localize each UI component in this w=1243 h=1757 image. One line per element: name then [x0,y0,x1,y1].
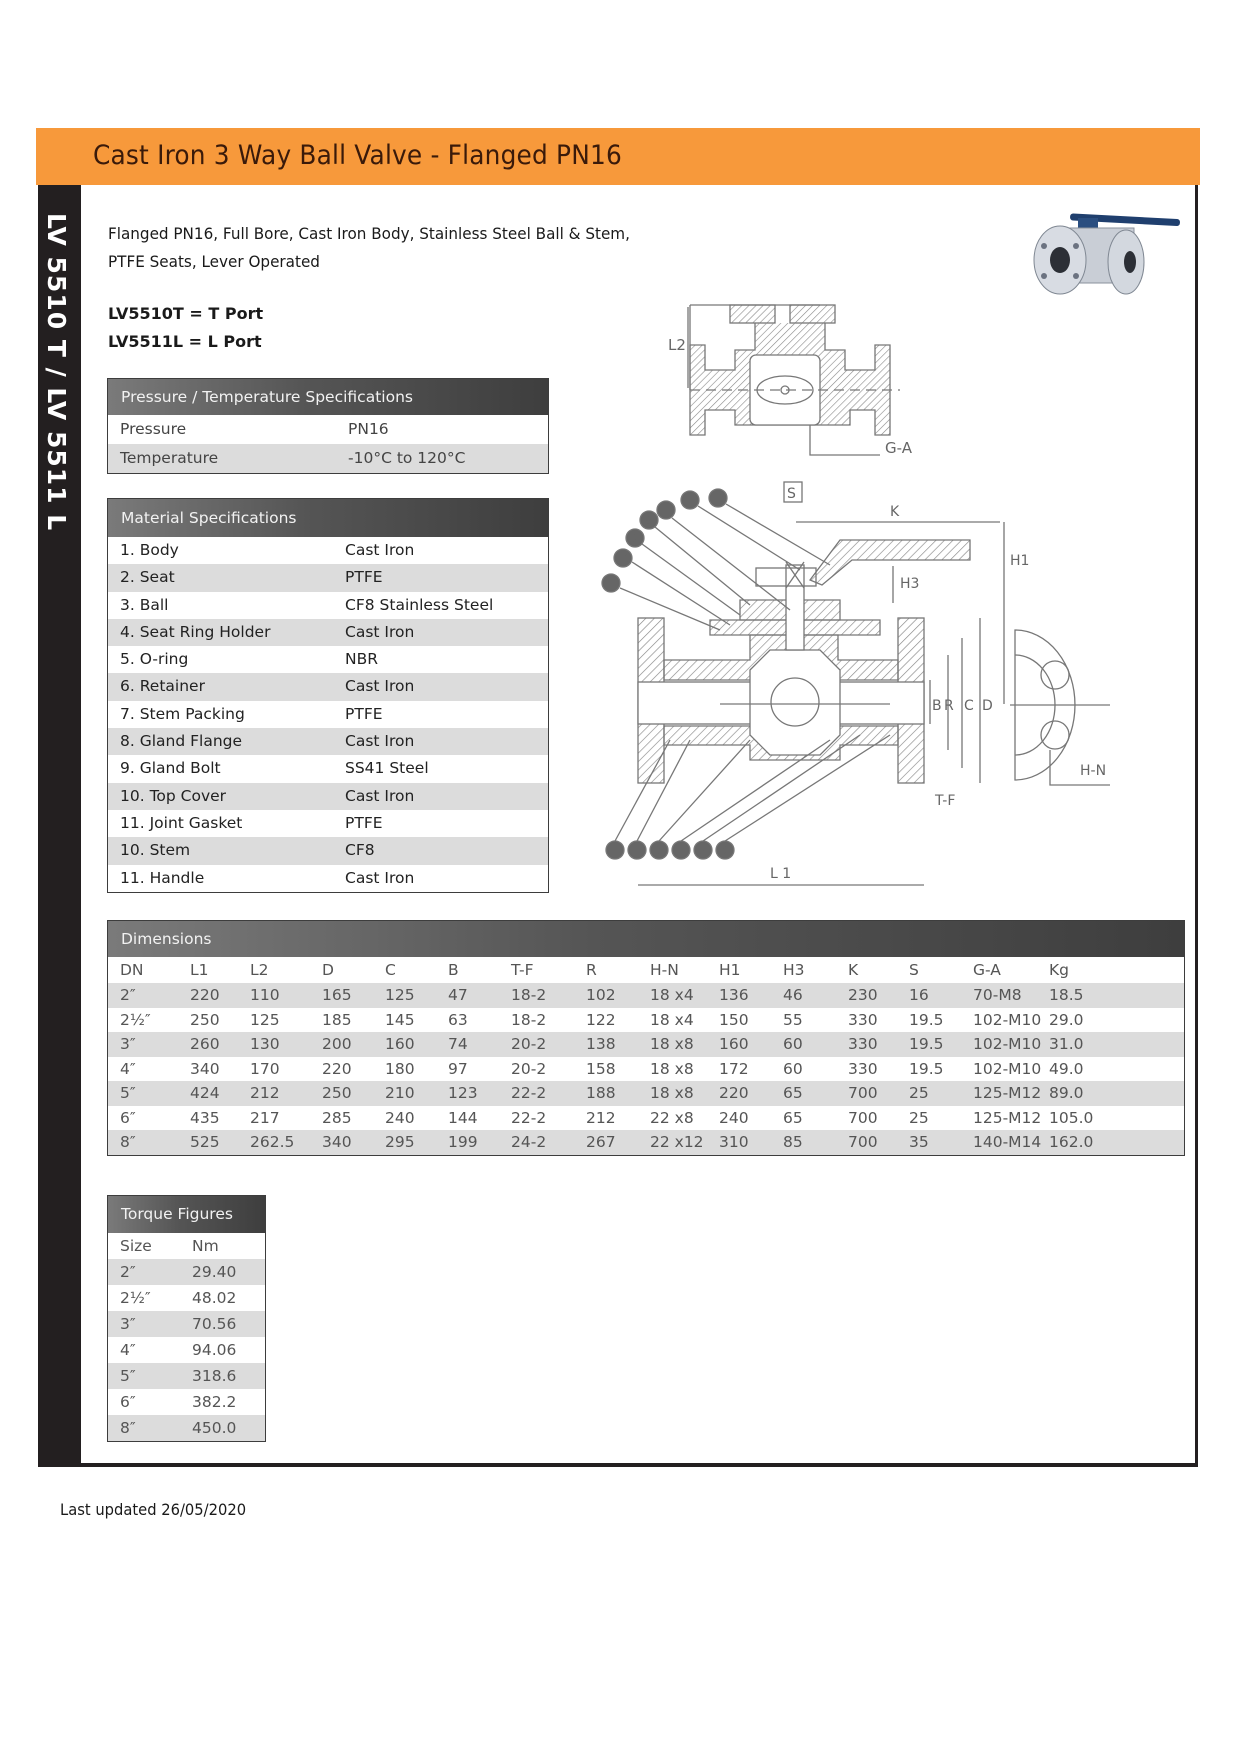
table-cell: 18-2 [511,1010,547,1029]
svg-text:10: 10 [616,552,630,565]
column-header: DN [120,961,144,979]
table-cell: 31.0 [1049,1035,1084,1053]
table-row [108,1130,1184,1155]
valve-product-photo [1020,210,1190,320]
table-cell: 65 [783,1108,803,1127]
torque-value: 70.56 [192,1315,237,1333]
table-cell: 200 [322,1035,352,1053]
column-header: C [385,961,396,979]
table-cell: 20-2 [511,1059,547,1078]
spec-value: -10°C to 120°C [348,449,466,467]
svg-text:2: 2 [633,844,640,857]
table-row [108,865,548,892]
spec-label: Temperature [120,449,219,467]
table-cell: 180 [385,1059,415,1078]
table-cell: 18 x4 [650,986,694,1004]
table-cell: 199 [448,1133,478,1151]
table-cell: 130 [250,1035,280,1053]
table-cell: 435 [190,1108,220,1127]
table-row [108,1008,1184,1033]
column-header: L1 [190,961,209,979]
torque-size: 5″ [120,1367,136,1385]
table-cell: 220 [190,986,220,1004]
table-row [108,837,548,864]
table-row [108,646,548,673]
table-cell: 310 [719,1133,749,1151]
table-cell: 20-2 [511,1035,547,1053]
part-name: 5. O-ring [120,650,189,669]
svg-text:G-A: G-A [885,439,912,457]
description-line-1: Flanged PN16, Full Bore, Cast Iron Body, Stainless Steel Ball & Stem, [108,224,630,243]
table-heading: Material Specifications [108,499,548,537]
table-cell: 700 [848,1084,878,1102]
title-bar [36,128,1200,185]
svg-text:9: 9 [631,532,638,545]
table-cell: 295 [385,1133,415,1151]
table-row [108,1081,1184,1106]
table-cell: 49.0 [1049,1059,1084,1078]
table-cell: 102-M10 [973,1035,1042,1053]
svg-text:12: 12 [683,494,697,507]
torque-size: 4″ [120,1341,136,1359]
part-material: CF8 Stainless Steel [345,595,494,614]
table-cell: 4″ [120,1059,136,1078]
table-header-row [108,1233,265,1259]
table-cell: 25 [909,1108,929,1127]
table-cell: 212 [586,1108,616,1127]
table-cell: 525 [190,1133,220,1151]
table-cell: 330 [848,1010,878,1029]
table-row [108,1259,265,1285]
table-row [108,1285,265,1311]
column-header: S [909,961,919,979]
table-cell: 125 [385,986,415,1004]
table-cell: 18 x4 [650,1010,694,1029]
svg-text:13: 13 [711,492,725,505]
part-name: 10. Stem [120,841,191,860]
svg-text:H3: H3 [900,576,920,592]
table-cell: 19.5 [909,1010,944,1029]
column-header: B [448,961,459,979]
table-cell: 16 [909,986,929,1004]
column-header: T-F [511,961,534,979]
table-cell: 3″ [120,1035,136,1053]
table-cell: 188 [586,1084,616,1102]
svg-text:H1: H1 [1010,553,1030,569]
column-header: Nm [192,1237,219,1255]
table-cell: 6″ [120,1108,136,1127]
torque-value: 48.02 [192,1289,237,1307]
side-strip [38,185,81,1467]
part-name: 11. Handle [120,868,205,887]
table-row [108,701,548,728]
table-cell: 150 [719,1010,749,1029]
table-cell: 250 [190,1010,220,1029]
svg-text:1: 1 [611,844,618,857]
table-row [108,783,548,810]
table-cell: 122 [586,1010,616,1029]
table-cell: 160 [385,1035,415,1053]
part-material: Cast Iron [345,786,415,805]
table-cell: 140-M14 [973,1133,1042,1151]
part-material: Cast Iron [345,622,415,641]
svg-text:3: 3 [655,844,662,857]
part-material: Cast Iron [345,868,415,887]
table-heading: Pressure / Temperature Specifications [108,379,548,415]
table-cell: 125-M12 [973,1108,1042,1127]
table-cell: 18-2 [511,986,547,1004]
table-cell: 330 [848,1035,878,1053]
torque-size: 6″ [120,1393,136,1411]
svg-text:K: K [890,504,900,520]
table-cell: 330 [848,1059,878,1078]
table-cell: 144 [448,1108,478,1127]
table-row [108,592,548,619]
table-cell: 136 [719,986,749,1004]
column-header: G-A [973,961,1001,979]
table-cell: 22-2 [511,1084,547,1102]
table-cell: 220 [719,1084,749,1102]
table-cell: 105.0 [1049,1108,1094,1127]
table-cell: 102-M10 [973,1010,1042,1029]
table-cell: 47 [448,986,468,1004]
table-cell: 210 [385,1084,415,1102]
table-row [108,1337,265,1363]
svg-text:8: 8 [645,514,652,527]
table-row [108,1389,265,1415]
svg-text:R: R [944,698,954,714]
table-row [108,1057,1184,1082]
table-cell: 46 [783,986,803,1004]
svg-text:B: B [932,698,942,714]
table-cell: 35 [909,1133,929,1151]
table-cell: 250 [322,1084,352,1102]
table-cell: 70-M8 [973,986,1022,1004]
part-name: 6. Retainer [120,677,205,696]
valve-section-diagram [590,470,1150,895]
svg-text:5: 5 [699,844,706,857]
table-cell: 102 [586,986,616,1004]
model-codes [108,300,263,356]
table-cell: 110 [250,986,280,1004]
table-cell: 145 [385,1010,415,1029]
part-material: CF8 [345,841,375,860]
material-specifications-table [107,498,549,893]
torque-size: 2″ [120,1263,136,1281]
column-header: Kg [1049,961,1070,979]
table-cell: 262.5 [250,1133,295,1151]
table-row [108,415,548,444]
table-row [108,983,1184,1008]
table-row [108,444,548,473]
table-cell: 267 [586,1133,616,1151]
table-heading: Dimensions [108,921,1184,957]
dimensions-table [107,920,1185,1156]
model-code-l-port: LV5511L = L Port [108,332,262,351]
table-cell: 74 [448,1035,468,1053]
table-cell: 217 [250,1108,280,1127]
product-description [108,220,657,276]
part-name: 4. Seat Ring Holder [120,622,271,641]
torque-size: 8″ [120,1419,136,1437]
table-cell: 185 [322,1010,352,1029]
pressure-temperature-table [107,378,549,474]
table-cell: 123 [448,1084,478,1102]
table-row [108,1415,265,1441]
description-line-2: PTFE Seats, Lever Operated [108,252,320,271]
torque-value: 382.2 [192,1393,237,1411]
table-cell: 18 x8 [650,1084,694,1102]
part-name: 8. Gland Flange [120,732,243,751]
table-cell: 260 [190,1035,220,1053]
part-material: SS41 Steel [345,759,429,778]
column-header: H1 [719,961,741,979]
table-cell: 19.5 [909,1059,944,1078]
table-row [108,810,548,837]
svg-text:L2: L2 [668,336,686,354]
part-material: NBR [345,650,378,669]
table-row [108,1311,265,1337]
table-cell: 18 x8 [650,1035,694,1053]
table-cell: 170 [250,1059,280,1078]
svg-text:S: S [787,486,796,502]
spec-label: Pressure [120,420,187,438]
column-header: Size [120,1237,152,1255]
table-cell: 162.0 [1049,1133,1094,1151]
table-cell: 158 [586,1059,616,1078]
svg-text:4: 4 [677,844,684,857]
table-cell: 700 [848,1108,878,1127]
table-cell: 138 [586,1035,616,1053]
column-header: D [322,961,334,979]
table-cell: 22 x8 [650,1108,694,1127]
table-cell: 240 [385,1108,415,1127]
torque-value: 29.40 [192,1263,237,1281]
table-cell: 212 [250,1084,280,1102]
part-name: 1. Body [120,541,179,559]
table-row [108,673,548,700]
table-heading: Torque Figures [108,1196,265,1233]
part-material: Cast Iron [345,541,415,559]
part-name: 11. Joint Gasket [120,813,243,832]
table-cell: 2″ [120,986,136,1004]
torque-value: 94.06 [192,1341,237,1359]
table-cell: 24-2 [511,1133,547,1151]
table-cell: 125 [250,1010,280,1029]
table-cell: 240 [719,1108,749,1127]
table-row [108,728,548,755]
column-header: R [586,961,597,979]
column-header: H3 [783,961,805,979]
svg-text:11: 11 [604,577,618,590]
part-material: PTFE [345,568,383,587]
table-cell: 340 [190,1059,220,1078]
torque-value: 450.0 [192,1419,237,1437]
table-cell: 65 [783,1084,803,1102]
table-cell: 5″ [120,1084,136,1102]
table-cell: 25 [909,1084,929,1102]
part-name: 2. Seat [120,568,175,587]
table-row [108,1363,265,1389]
part-name: 10. Top Cover [120,786,227,805]
table-cell: 172 [719,1059,749,1078]
table-cell: 18 x8 [650,1059,694,1078]
page-title: Cast Iron 3 Way Ball Valve - Flanged PN16 [93,140,622,171]
table-cell: 60 [783,1035,803,1053]
spec-value: PN16 [348,420,389,438]
model-code-t-port: LV5510T = T Port [108,304,264,323]
torque-value: 318.6 [192,1367,237,1385]
column-header: L2 [250,961,269,979]
table-cell: 97 [448,1059,468,1078]
torque-size: 2½″ [120,1289,151,1307]
valve-top-view-diagram [660,295,960,460]
part-name: 3. Ball [120,595,169,614]
model-side-label: LV 5510 T / LV 5511 L [42,213,71,532]
table-cell: 19.5 [909,1035,944,1053]
table-header-row [108,957,1184,983]
torque-figures-table [107,1195,266,1442]
table-cell: 285 [322,1108,352,1127]
table-cell: 220 [322,1059,352,1078]
last-updated: Last updated 26/05/2020 [60,1500,247,1519]
table-cell: 60 [783,1059,803,1078]
part-name: 9. Gland Bolt [120,759,221,778]
table-cell: 89.0 [1049,1084,1084,1102]
table-cell: 18.5 [1049,986,1084,1004]
svg-text:T-F: T-F [935,793,956,809]
column-header: H-N [650,961,679,979]
table-cell: 700 [848,1133,878,1151]
part-material: Cast Iron [345,677,415,696]
part-material: Cast Iron [345,732,415,751]
table-cell: 29.0 [1049,1010,1084,1029]
table-cell: 424 [190,1084,220,1102]
table-cell: 22-2 [511,1108,547,1127]
column-header: K [848,961,859,979]
part-material: PTFE [345,813,383,832]
table-cell: 8″ [120,1133,136,1151]
table-row [108,1106,1184,1131]
table-row [108,619,548,646]
svg-text:H-N: H-N [1080,763,1107,779]
table-cell: 85 [783,1133,803,1151]
table-cell: 102-M10 [973,1059,1042,1078]
svg-text:L 1: L 1 [770,866,792,882]
table-cell: 55 [783,1010,803,1029]
part-material: PTFE [345,704,383,723]
svg-text:6: 6 [721,844,728,857]
table-cell: 165 [322,986,352,1004]
table-cell: 340 [322,1133,352,1151]
table-cell: 63 [448,1010,468,1029]
table-row [108,755,548,782]
table-cell: 160 [719,1035,749,1053]
svg-text:D: D [982,698,993,714]
table-row [108,1032,1184,1057]
table-cell: 2½″ [120,1010,151,1029]
table-cell: 230 [848,986,878,1004]
torque-size: 3″ [120,1315,136,1333]
table-cell: 125-M12 [973,1084,1042,1102]
svg-text:7: 7 [662,504,669,517]
table-row [108,537,548,564]
part-name: 7. Stem Packing [120,704,245,723]
table-row [108,564,548,591]
svg-text:C: C [964,698,974,714]
table-cell: 22 x12 [650,1133,704,1151]
